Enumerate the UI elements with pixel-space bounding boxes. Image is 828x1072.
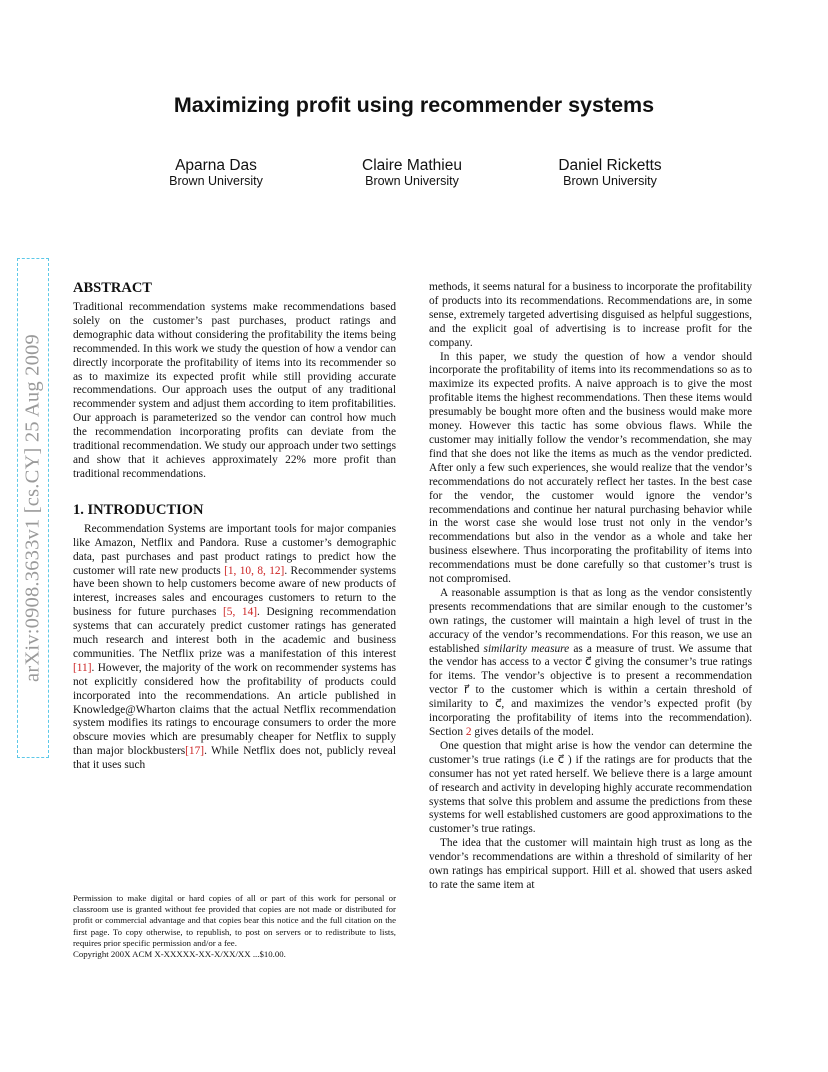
author-affiliation: Brown University bbox=[563, 174, 657, 188]
author-block bbox=[302, 157, 522, 189]
introduction-heading: 1. INTRODUCTION bbox=[73, 501, 204, 518]
author-block bbox=[106, 157, 326, 189]
intro-paragraph: The idea that the customer will maintain high trust as long as the vendor’s recommendations are within a threshold of similarity of her own ratings has empirical support. Hill et al. showed that users asked to rate the same item at bbox=[429, 837, 752, 891]
text-run: . However, the majority of the work on recommender systems has not explicitly considered how the profitability of products could incorporated into the recommendations. An article published in Knowledge@Wharton claims that the actual Netflix recommendation system modifies its ratings to encourage consumers to order the more obscure movies which are presumably cheaper for Netflix to supply than major blockbusters bbox=[73, 661, 396, 758]
intro-paragraph: methods, it seems natural for a business to incorporate the profitability of products into its recommendations. Recommendations are, in some sense, extremely targeted advertising disguised as helpful suggestions, and the explicit goal of advertising is to increase profit for the company. bbox=[429, 281, 752, 349]
arxiv-stamp[interactable] bbox=[17, 258, 49, 758]
right-column bbox=[429, 281, 752, 893]
author-name: Claire Mathieu bbox=[362, 157, 462, 174]
text-run: . While Netflix does not, publicly reveal that it uses such bbox=[73, 745, 396, 772]
abstract-text: Traditional recommendation systems make recommendations based solely on the customer’s past purchases, product ratings and demographic data without considering the profitability the items being recommended. In this work we study the question of how a vendor can directly incorporate the profitability of items into its recommender so as to maximize its expected profit while still providing accurate recommendations. Our approach uses the output of any traditional recommender system and adjust them according to item profitabilities. Our approach is parameterized so the vendor can control how much the recommendation incorporating profits can deviate from the traditional recommendation. We study our approach under two settings and show that it achieves approximately 22% more profit than traditional recommendations. bbox=[73, 301, 396, 480]
arxiv-identifier: arXiv:0908.3633v1 [cs.CY] 25 Aug 2009 bbox=[21, 334, 44, 682]
citation-link[interactable]: [1, 10, 8, 12] bbox=[224, 564, 285, 577]
text-run: . Recommender systems have been shown to help customers become aware of new products of interest, increases sales and encourages customers to return to the business for future purchases bbox=[73, 564, 396, 619]
permission-footnote bbox=[73, 893, 396, 960]
author-name: Daniel Ricketts bbox=[558, 157, 662, 174]
intro-paragraph bbox=[73, 523, 396, 773]
citation-link[interactable]: [5, 14] bbox=[223, 606, 258, 619]
section-link[interactable]: 2 bbox=[465, 726, 472, 738]
permission-text: Permission to make digital or hard copies of all or part of this work for personal or classroom use is granted without fee provided that copies are not made or distributed for profit or commercial advantage and that copies bear this notice and the full citation on the first page. To copy otherwise, to republish, to post on servers or to redistribute to lists, requires prior specific permission and/or a fee. bbox=[73, 893, 396, 948]
author-affiliation: Brown University bbox=[365, 174, 459, 188]
intro-paragraph: In this paper, we study the question of how a vendor should incorporate the profitability of items into its recommendations so as to maximize its expected profits. A naive approach is to give the most profitable items the highest recommendations. Then these items would presumably be bought more often and the business would make more money. However this tactic has some obvious flaws. While the customer may initially follow the vendor’s recommendation, she may find that she does not like the items as much as the vendor predicted. After only a few such experiences, she would realize that the vendor’s recommendations do not accurately reflect her tastes. In the best case for the vendor, the customer would ignore the vendor’s recommendations and continue her natural purchasing behavior while in the worst case she would lose trust not only in the vendor’s recommendations but also in the vendor as a whole and take her business elsewhere. Thus incorporating the profitability of items into recommendations must be done carefully so that customer’s trust is not compromised. bbox=[429, 350, 752, 586]
author-affiliation: Brown University bbox=[169, 174, 263, 188]
copyright-line: Copyright 200X ACM X-XXXXX-XX-X/XX/XX ...$10.00. bbox=[73, 949, 286, 960]
text-run: Recommendation Systems are important tools for major companies like Amazon, Netflix and Pandora. Ruse a customer’s demographic data, past purchases and past product ratings to predict how the customer will rate new products bbox=[73, 522, 396, 577]
left-column bbox=[73, 280, 396, 773]
text-run: . Designing recommendation systems that can accurately predict customer ratings has generated much research and interest both in the academic and business communities. The Netflix prize was a manifestation of this interest bbox=[73, 606, 396, 660]
citation-link[interactable]: [11] bbox=[73, 661, 92, 674]
intro-paragraph bbox=[429, 587, 752, 740]
abstract-heading: ABSTRACT bbox=[73, 280, 152, 296]
emphasis-term: similarity measure bbox=[483, 642, 570, 655]
text-run: A reasonable assumption is that as long as the vendor consistently presents recommendations that are similar enough to the customer’s own ratings, the customer will maintain a high level of trust in the accuracy of the vendor’s recommendations. For this reason, we use an established bbox=[429, 586, 752, 655]
citation-link[interactable]: [17] bbox=[185, 745, 205, 758]
paper-title: Maximizing profit using recommender systems bbox=[173, 93, 655, 117]
intro-paragraph: One question that might arise is how the vendor can determine the customer’s true ratings (i.e c⃗ ) if the ratings are for products that the consumer has not yet rated herself. We believe there is a large amount of research and activity in developing highly accurate recommendation systems that solve this problem and assume the predictions from these systems for well established customers are good approximations to the customer’s true ratings. bbox=[429, 739, 752, 836]
text-run: as a measure of trust. We assume that the vendor has access to a vector c⃗ giving the consumer’s true ratings for items. The vendor’s objective is to present a recommendation vector r⃗ to the customer which is within a certain threshold of similarity to c⃗, and maximizes the vendor’s expected profit (by incorporating the profitability of items into the recommendation). Section bbox=[429, 642, 752, 738]
author-name: Aparna Das bbox=[175, 157, 257, 174]
text-run: gives details of the model. bbox=[471, 726, 594, 738]
author-block bbox=[500, 157, 720, 189]
